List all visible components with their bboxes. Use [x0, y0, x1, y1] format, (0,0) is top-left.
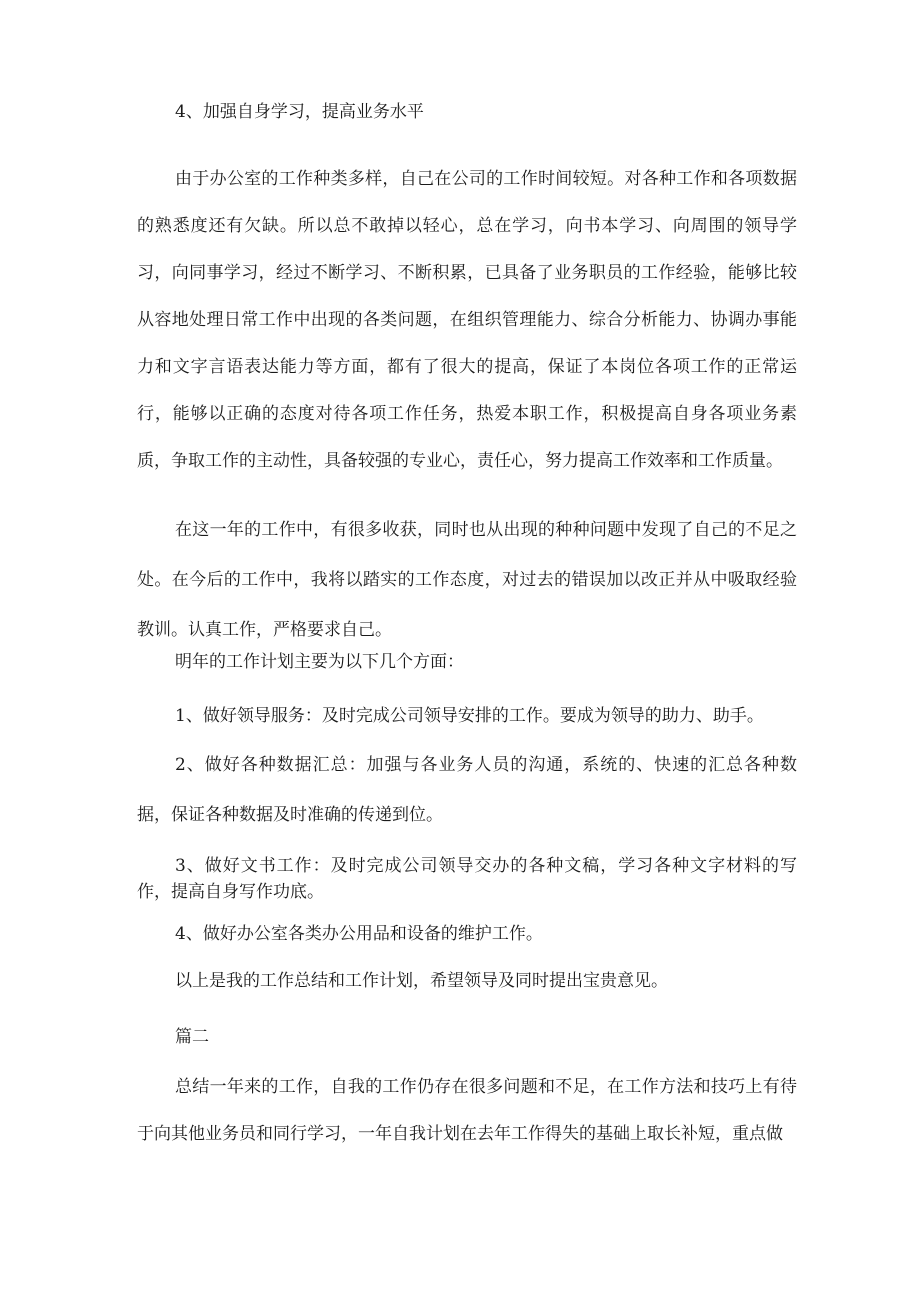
paragraph-office-work: 由于办公室的工作种类多样，自己在公司的工作时间较短。对各种工作和各项数据的熟悉度还有欠缺。所以总不敢掉以轻心，总在学习，向书本学习、向周围的领导学习，向同事学习，经过不断学习、不断积累，已具备了业务职员的工作经验，能够比较从容地处理日常工作中出现的各类问题，在组织管理能力、综合分析能力、协调办事能力和文字言语表达能力等方面，都有了很大的提高，保证了本岗位各项工作的正常运行，能够以正确的态度对待各项工作任务，热爱本职工作，积极提高自身各项业务素质，争取工作的主动性，具备较强的专业心，责任心，努力提高工作效率和工作质量。 — [137, 169, 797, 471]
paragraph-plan-intro: 明年的工作计划主要为以下几个方面： — [175, 652, 464, 672]
plan-item-3: 3、做好文书工作：及时完成公司领导交办的各种文稿，学习各种文字材料的写作，提高自身写作功底。 — [137, 856, 797, 902]
section-heading-part-two: 篇二 — [175, 1027, 209, 1047]
heading-improve-study: 4、加强自身学习，提高业务水平 — [175, 102, 424, 122]
plan-item-2: 2、做好各种数据汇总：加强与各业务人员的沟通，系统的、快速的汇总各种数据，保证各种数据及时准确的传递到位。 — [137, 755, 797, 825]
paragraph-closing: 以上是我的工作总结和工作计划，希望领导及同时提出宝贵意见。 — [175, 971, 668, 991]
plan-item-1: 1、做好领导服务：及时完成公司领导安排的工作。要成为领导的助力、助手。 — [175, 706, 764, 726]
plan-item-4: 4、做好办公室各类办公用品和设备的维护工作。 — [175, 924, 543, 944]
paragraph-part-two-summary: 总结一年来的工作，自我的工作仍存在很多问题和不足，在工作方法和技巧上有待于向其他业务员和同行学习，一年自我计划在去年工作得失的基础上取长补短，重点做 — [137, 1077, 797, 1144]
paragraph-year-review: 在这一年的工作中，有很多收获，同时也从出现的种种问题中发现了自己的不足之处。在今后的工作中，我将以踏实的工作态度，对过去的错误加以改正并从中吸取经验教训。认真工作，严格要求自己。 — [137, 520, 797, 640]
